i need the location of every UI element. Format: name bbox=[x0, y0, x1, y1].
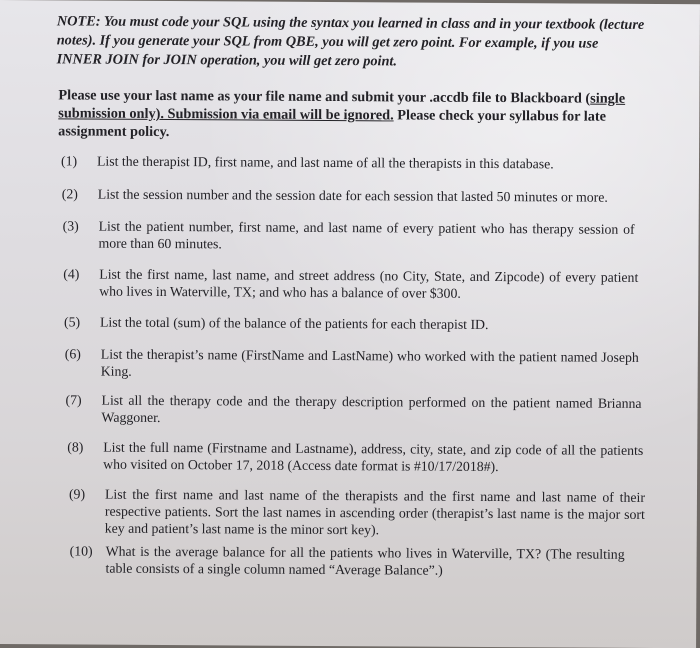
question-9 bbox=[69, 485, 645, 540]
question-text: List the therapist ID, first name, and last name of all the therapists in this database. bbox=[96, 153, 554, 172]
question-number: (6) bbox=[64, 346, 81, 362]
question-number: (4) bbox=[63, 266, 80, 282]
question-3 bbox=[62, 217, 634, 254]
question-2 bbox=[62, 185, 628, 205]
question-6 bbox=[65, 345, 639, 383]
question-number: (10) bbox=[69, 543, 93, 559]
question-number: (9) bbox=[68, 486, 86, 502]
question-text: List all the therapy code and the therapy description performed on the patient named Brianna Waggoner. bbox=[101, 392, 642, 425]
question-number: (3) bbox=[62, 218, 79, 234]
question-7 bbox=[65, 391, 641, 429]
question-text: List the first name and last name of the therapists and the first name and last name of their respective patients. Sort the last names in ascending order (therapist’s last name is the major sort key and patient’s last name is the minor sort key). bbox=[104, 486, 646, 538]
question-number: (8) bbox=[67, 439, 84, 455]
instructions-part-1: Please use your last name as your file name and submit your .accdb file to Blackboard ( bbox=[58, 87, 591, 107]
submission-instructions bbox=[58, 86, 638, 144]
instructions-part-3: Please check your syllabus for late assignment policy. bbox=[58, 107, 607, 141]
question-4 bbox=[63, 265, 638, 303]
question-1 bbox=[61, 152, 621, 172]
question-text: List the first name, last name, and street address (no City, State, and Zipcode) of every patient who lives in Waterville, TX; and who has a balance of over $300. bbox=[99, 266, 639, 301]
instructions-underlined: single submission only). Submission via email will be ignored. bbox=[58, 90, 626, 124]
question-text: List the full name (Firstname and Lastname), address, city, state, and zip code of all the patients who visited on October 17, 2018 (Access date format is #10/17/2018#). bbox=[103, 439, 644, 475]
question-number: (7) bbox=[65, 392, 82, 408]
question-number: (5) bbox=[63, 314, 81, 330]
question-text: List the patient number, first name, and last name of every patient who has therapy session of more than 60 minutes. bbox=[98, 218, 635, 252]
question-8 bbox=[67, 438, 643, 476]
question-number: (1) bbox=[60, 153, 78, 169]
question-text: List the session number and the session date for each session that lasted 50 minutes or more. bbox=[97, 186, 608, 205]
question-number: (2) bbox=[61, 186, 78, 202]
question-text: List the therapist’s name (FirstName and LastName) who worked with the patient named Joseph King. bbox=[100, 346, 639, 379]
question-5 bbox=[64, 313, 634, 333]
question-10 bbox=[69, 542, 624, 579]
question-text: List the total (sum) of the balance of the patients for each therapist ID. bbox=[99, 314, 489, 332]
question-text: What is the average balance for all the patients who lives in Waterville, TX? (The resulting table consists of a single column named “Average Balance”.) bbox=[105, 543, 625, 578]
note-paragraph: NOTE: You must code your SQL using the syntax you learned in class and in your textbook (lecture notes). If you generate your SQL from QBE, you will get zero point. For example, if you use INNER JOIN for JOIN operation, you will get zero point. bbox=[56, 13, 645, 70]
